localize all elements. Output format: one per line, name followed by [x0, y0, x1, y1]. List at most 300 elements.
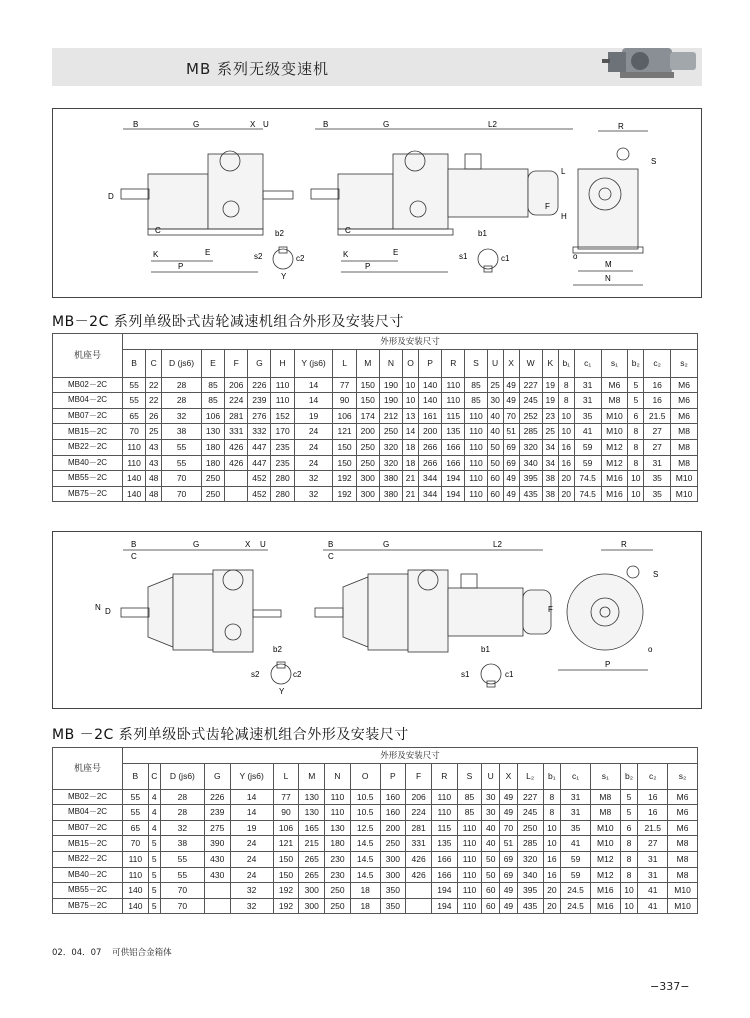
value-cell: 150 — [333, 439, 356, 455]
value-cell: 28 — [160, 789, 204, 805]
value-cell: 161 — [419, 408, 442, 424]
value-cell: 30 — [487, 393, 503, 409]
value-cell: 192 — [273, 883, 299, 899]
value-cell: 160 — [380, 805, 406, 821]
value-cell: 6 — [620, 820, 638, 836]
column-header: R — [431, 763, 457, 789]
value-cell: 12.5 — [350, 820, 380, 836]
value-cell: 110 — [123, 455, 146, 471]
value-cell: 300 — [380, 851, 406, 867]
value-cell: 121 — [273, 836, 299, 852]
column-header: D (js6) — [162, 349, 202, 377]
value-cell: 344 — [419, 471, 442, 487]
value-cell: 152 — [271, 408, 294, 424]
value-cell: 14 — [230, 789, 273, 805]
value-cell: 200 — [356, 424, 379, 440]
value-cell: 85 — [201, 393, 224, 409]
column-header: c₁ — [574, 349, 601, 377]
value-cell: 10 — [628, 471, 644, 487]
value-cell: 26 — [146, 408, 162, 424]
value-cell: 10.5 — [350, 789, 380, 805]
footer-text: 可供铝合金箱体 — [112, 948, 172, 958]
value-cell: 49 — [500, 898, 518, 914]
value-cell: 32 — [162, 408, 202, 424]
model-cell: MB15－2C — [53, 424, 123, 440]
value-cell: 25 — [542, 424, 558, 440]
value-cell: 110 — [465, 424, 487, 440]
value-cell: 192 — [333, 471, 356, 487]
column-header: B — [123, 763, 149, 789]
column-header: X — [500, 763, 518, 789]
value-cell: 31 — [638, 851, 668, 867]
value-cell: 250 — [325, 898, 351, 914]
column-header: X — [503, 349, 519, 377]
value-cell: 25 — [146, 424, 162, 440]
column-header: B — [123, 349, 146, 377]
value-cell: 25 — [487, 377, 503, 393]
value-cell: 8 — [620, 867, 638, 883]
value-cell: 60 — [482, 898, 500, 914]
value-cell: 16 — [638, 805, 668, 821]
value-cell: 150 — [356, 377, 379, 393]
value-cell: 180 — [201, 455, 224, 471]
column-header: b₂ — [620, 763, 638, 789]
section-title-2: MB －2C 系列单级卧式齿轮减速机组合外形及安装尺寸 — [52, 727, 409, 743]
value-cell: 250 — [201, 471, 224, 487]
value-cell: 276 — [248, 408, 271, 424]
value-cell: 110 — [442, 393, 465, 409]
svg-text:c2: c2 — [296, 254, 305, 263]
value-cell: M16 — [590, 883, 620, 899]
value-cell: 14 — [403, 424, 419, 440]
value-cell: 10 — [558, 424, 574, 440]
value-cell: 60 — [487, 471, 503, 487]
column-header: E — [201, 349, 224, 377]
value-cell: 24 — [294, 424, 333, 440]
value-cell: 194 — [442, 486, 465, 502]
keyway-detail-left-2 — [251, 645, 302, 696]
value-cell: M8 — [668, 867, 698, 883]
column-header: M — [299, 763, 325, 789]
model-column-header: 机座号 — [53, 334, 123, 378]
value-cell: 55 — [123, 393, 146, 409]
svg-text:G: G — [383, 120, 390, 129]
value-cell: 350 — [380, 883, 406, 899]
value-cell: 250 — [356, 439, 379, 455]
value-cell: 50 — [487, 455, 503, 471]
model-cell: MB22－2C — [53, 851, 123, 867]
value-cell: 245 — [517, 805, 543, 821]
value-cell: 49 — [500, 883, 518, 899]
value-cell: 70 — [160, 898, 204, 914]
value-cell: 252 — [519, 408, 542, 424]
column-header: K — [542, 349, 558, 377]
value-cell: 48 — [146, 471, 162, 487]
value-cell: 395 — [519, 471, 542, 487]
value-cell: 340 — [519, 455, 542, 471]
column-header: N — [325, 763, 351, 789]
value-cell: 135 — [431, 836, 457, 852]
column-header: s₁ — [601, 349, 628, 377]
column-header: G — [248, 349, 271, 377]
value-cell: 10 — [403, 393, 419, 409]
value-cell: 300 — [380, 867, 406, 883]
value-cell: 38 — [542, 486, 558, 502]
svg-text:K: K — [343, 250, 349, 259]
value-cell: 5 — [628, 377, 644, 393]
model-cell: MB75－2C — [53, 486, 123, 502]
value-cell: 150 — [356, 393, 379, 409]
column-header: S — [457, 763, 482, 789]
value-cell: M16 — [601, 471, 628, 487]
value-cell: 41 — [638, 898, 668, 914]
svg-text:S: S — [653, 570, 659, 579]
value-cell: 50 — [487, 439, 503, 455]
value-cell: 10 — [628, 486, 644, 502]
value-cell: 21.5 — [638, 820, 668, 836]
footer-note — [52, 946, 172, 958]
value-cell: 14.5 — [350, 851, 380, 867]
value-cell: 49 — [503, 471, 519, 487]
value-cell: 280 — [271, 471, 294, 487]
value-cell: 38 — [542, 471, 558, 487]
value-cell: 285 — [519, 424, 542, 440]
svg-text:F: F — [545, 202, 550, 211]
column-header: M — [356, 349, 379, 377]
flange-end-view-drawing — [548, 540, 658, 670]
value-cell: 24 — [294, 455, 333, 471]
value-cell: 265 — [299, 851, 325, 867]
value-cell — [406, 883, 432, 899]
value-cell: 300 — [299, 898, 325, 914]
column-header: Y (js6) — [294, 349, 333, 377]
value-cell: M12 — [590, 867, 620, 883]
column-header: C — [146, 349, 162, 377]
svg-text:F: F — [548, 605, 553, 614]
value-cell: 55 — [160, 867, 204, 883]
value-cell: 140 — [123, 471, 146, 487]
value-cell: 59 — [561, 851, 591, 867]
value-cell: 350 — [380, 898, 406, 914]
value-cell: 281 — [225, 408, 248, 424]
table-row — [53, 377, 698, 393]
value-cell: 190 — [379, 377, 402, 393]
model-cell: MB02－2C — [53, 377, 123, 393]
spec-table-1 — [52, 333, 698, 502]
svg-text:B: B — [131, 540, 137, 549]
svg-text:H: H — [561, 212, 567, 221]
value-cell: 13 — [403, 408, 419, 424]
value-cell: 31 — [561, 805, 591, 821]
flange-reducer-drawing-left — [95, 540, 281, 652]
value-cell: 27 — [644, 424, 671, 440]
svg-text:G: G — [383, 540, 390, 549]
value-cell: 16 — [558, 455, 574, 471]
value-cell: 426 — [406, 851, 432, 867]
value-cell: 10 — [558, 408, 574, 424]
value-cell: 16 — [638, 789, 668, 805]
value-cell: 16 — [543, 867, 561, 883]
value-cell: 331 — [406, 836, 432, 852]
value-cell: 14 — [294, 377, 333, 393]
svg-text:L2: L2 — [493, 540, 502, 549]
column-header: b₂ — [628, 349, 644, 377]
value-cell: 43 — [146, 439, 162, 455]
value-cell: 31 — [574, 393, 601, 409]
value-cell: 110 — [271, 377, 294, 393]
value-cell: 110 — [442, 377, 465, 393]
value-cell: 430 — [204, 867, 230, 883]
keyway-detail-left — [254, 229, 305, 281]
svg-text:P: P — [605, 660, 611, 669]
value-cell: 27 — [638, 836, 668, 852]
keyway-detail-motor — [459, 229, 510, 272]
value-cell: 135 — [442, 424, 465, 440]
value-cell: 140 — [419, 393, 442, 409]
value-cell: 34 — [542, 439, 558, 455]
value-cell: 166 — [442, 455, 465, 471]
value-cell: 19 — [542, 377, 558, 393]
value-cell: M8 — [590, 805, 620, 821]
value-cell: 77 — [273, 789, 299, 805]
value-cell: 150 — [273, 851, 299, 867]
svg-text:s1: s1 — [461, 670, 470, 679]
value-cell: 10 — [620, 898, 638, 914]
value-cell: M6 — [671, 408, 698, 424]
value-cell: 74.5 — [574, 471, 601, 487]
value-cell: 31 — [561, 789, 591, 805]
value-cell: 38 — [160, 836, 204, 852]
value-cell: 115 — [442, 408, 465, 424]
value-cell: M10 — [668, 898, 698, 914]
dim-label: B — [133, 120, 139, 129]
value-cell: 8 — [620, 851, 638, 867]
value-cell: 70 — [123, 424, 146, 440]
value-cell: 70 — [160, 883, 204, 899]
value-cell: 110 — [123, 439, 146, 455]
value-cell: 35 — [644, 471, 671, 487]
value-cell: 18 — [403, 439, 419, 455]
value-cell: 110 — [271, 393, 294, 409]
column-header: W — [519, 349, 542, 377]
value-cell: 110 — [465, 486, 487, 502]
svg-text:G: G — [193, 120, 200, 129]
value-cell: 27 — [644, 439, 671, 455]
value-cell: 110 — [465, 439, 487, 455]
value-cell: M16 — [601, 486, 628, 502]
value-cell: 40 — [487, 408, 503, 424]
value-cell: M16 — [590, 898, 620, 914]
svg-text:L2: L2 — [488, 120, 497, 129]
value-cell: 49 — [503, 486, 519, 502]
value-cell: 180 — [201, 439, 224, 455]
value-cell: M8 — [671, 439, 698, 455]
table-row — [53, 867, 698, 883]
drawing-frame-1 — [52, 108, 702, 298]
table-row — [53, 471, 698, 487]
value-cell: 8 — [628, 439, 644, 455]
keyway-detail-motor-2 — [461, 645, 514, 687]
value-cell: 43 — [146, 455, 162, 471]
value-cell: 300 — [356, 486, 379, 502]
column-header: S — [465, 349, 487, 377]
svg-text:C: C — [131, 552, 137, 561]
svg-text:o: o — [573, 252, 578, 261]
column-header: C — [148, 763, 160, 789]
value-cell: 250 — [325, 883, 351, 899]
model-cell: MB15－2C — [53, 836, 123, 852]
section-title-1: MB－2C 系列单级卧式齿轮减速机组合外形及安装尺寸 — [52, 314, 404, 330]
column-header: F — [406, 763, 432, 789]
value-cell: M6 — [668, 820, 698, 836]
value-cell: M6 — [601, 377, 628, 393]
model-cell: MB07－2C — [53, 820, 123, 836]
model-cell: MB75－2C — [53, 898, 123, 914]
value-cell: 426 — [225, 455, 248, 471]
svg-text:s1: s1 — [459, 252, 468, 261]
value-cell: M6 — [671, 377, 698, 393]
value-cell: 14 — [294, 393, 333, 409]
value-cell: 390 — [204, 836, 230, 852]
model-cell: MB04－2C — [53, 805, 123, 821]
value-cell: 55 — [160, 851, 204, 867]
value-cell: 250 — [517, 820, 543, 836]
value-cell: 69 — [500, 867, 518, 883]
table-row — [53, 393, 698, 409]
value-cell: 38 — [162, 424, 202, 440]
page-number: −337− — [650, 980, 690, 993]
value-cell: 51 — [500, 836, 518, 852]
value-cell: 10 — [403, 377, 419, 393]
value-cell: 130 — [201, 424, 224, 440]
value-cell: 121 — [333, 424, 356, 440]
value-cell: 110 — [325, 805, 351, 821]
value-cell: 200 — [419, 424, 442, 440]
table-row — [53, 898, 698, 914]
value-cell: 174 — [356, 408, 379, 424]
value-cell: 49 — [500, 789, 518, 805]
value-cell: 35 — [561, 820, 591, 836]
value-cell: 166 — [442, 439, 465, 455]
value-cell: 70 — [123, 836, 149, 852]
model-cell: MB04－2C — [53, 393, 123, 409]
value-cell: 266 — [419, 439, 442, 455]
value-cell: 18 — [350, 883, 380, 899]
value-cell: 110 — [465, 471, 487, 487]
value-cell: 224 — [406, 805, 432, 821]
value-cell: 110 — [465, 455, 487, 471]
table-row — [53, 883, 698, 899]
svg-text:D: D — [105, 607, 111, 616]
value-cell: 194 — [431, 883, 457, 899]
value-cell: 265 — [299, 867, 325, 883]
value-cell: 24 — [230, 836, 273, 852]
value-cell: 5 — [148, 851, 160, 867]
value-cell: 226 — [204, 789, 230, 805]
value-cell: 40 — [487, 424, 503, 440]
model-cell: MB22－2C — [53, 439, 123, 455]
value-cell: M10 — [668, 883, 698, 899]
value-cell: 6 — [628, 408, 644, 424]
value-cell: 380 — [379, 486, 402, 502]
value-cell: 41 — [561, 836, 591, 852]
model-cell: MB07－2C — [53, 408, 123, 424]
value-cell: 49 — [500, 805, 518, 821]
column-header: U — [482, 763, 500, 789]
table-row — [53, 836, 698, 852]
svg-text:K: K — [153, 250, 159, 259]
value-cell: 14 — [230, 805, 273, 821]
value-cell: 59 — [574, 455, 601, 471]
value-cell: 70 — [503, 408, 519, 424]
value-cell: 22 — [146, 393, 162, 409]
svg-text:M: M — [605, 260, 612, 269]
product-photo — [600, 36, 702, 86]
value-cell: 55 — [162, 439, 202, 455]
value-cell: 55 — [162, 455, 202, 471]
value-cell: 5 — [620, 805, 638, 821]
value-cell: 331 — [225, 424, 248, 440]
value-cell: 20 — [543, 883, 561, 899]
value-cell: 230 — [325, 851, 351, 867]
column-header: O — [403, 349, 419, 377]
value-cell — [225, 471, 248, 487]
value-cell: 5 — [620, 789, 638, 805]
value-cell: 227 — [519, 377, 542, 393]
value-cell: 320 — [379, 439, 402, 455]
value-cell: 20 — [558, 471, 574, 487]
value-cell: 10 — [543, 820, 561, 836]
flange-reducer-motor-drawing — [315, 540, 551, 652]
value-cell: 110 — [457, 820, 482, 836]
value-cell: 230 — [325, 867, 351, 883]
value-cell: 24 — [230, 867, 273, 883]
value-cell: 20 — [558, 486, 574, 502]
svg-text:b2: b2 — [273, 645, 282, 654]
value-cell: 239 — [248, 393, 271, 409]
value-cell: 48 — [146, 486, 162, 502]
column-header: s₁ — [590, 763, 620, 789]
value-cell: 24.5 — [561, 898, 591, 914]
value-cell: 74.5 — [574, 486, 601, 502]
value-cell: 447 — [248, 439, 271, 455]
value-cell: 5 — [148, 867, 160, 883]
column-header: Y (js6) — [230, 763, 273, 789]
value-cell: 110 — [123, 867, 149, 883]
value-cell — [204, 898, 230, 914]
svg-text:B: B — [328, 540, 334, 549]
value-cell: M6 — [668, 789, 698, 805]
model-cell: MB02－2C — [53, 789, 123, 805]
value-cell: 31 — [638, 867, 668, 883]
svg-text:P: P — [178, 262, 184, 271]
value-cell: 206 — [406, 789, 432, 805]
svg-text:E: E — [205, 248, 211, 257]
value-cell: M8 — [590, 789, 620, 805]
value-cell: 166 — [431, 867, 457, 883]
value-cell: 20 — [543, 898, 561, 914]
value-cell: 69 — [503, 439, 519, 455]
value-cell: 8 — [628, 424, 644, 440]
value-cell: 16 — [543, 851, 561, 867]
svg-text:L: L — [561, 167, 566, 176]
model-cell: MB55－2C — [53, 471, 123, 487]
column-header: c₁ — [561, 763, 591, 789]
value-cell: 115 — [431, 820, 457, 836]
value-cell: M8 — [671, 424, 698, 440]
column-header: c₂ — [644, 349, 671, 377]
value-cell: 106 — [273, 820, 299, 836]
